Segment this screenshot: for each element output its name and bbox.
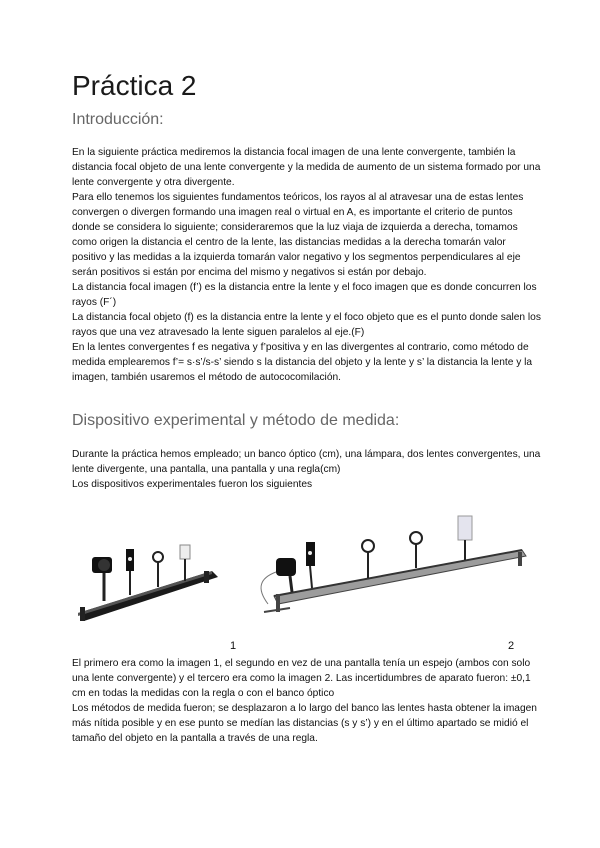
device-paragraph: Durante la práctica hemos empleado; un banco óptico (cm), una lámpara, dos lentes convergentes, una lente divergente, una pantalla, una pantalla y una regla(cm) <box>72 449 541 475</box>
intro-body <box>72 145 542 385</box>
intro-paragraph: En la siguiente práctica mediremos la distancia focal imagen de una lente convergente, también la distancia focal objeto de una lente convergente y la medida de aumento de un sistema formado por una lente convergente y otra divergente. <box>72 147 541 188</box>
after-paragraph: El primero era como la imagen 1, el segundo en vez de una pantalla tenía un espejo (ambos con solo una lente convergente) y el tercero era como la imagen 2. Las incertidumbres de aparato fueron: ±0,1 cm en todas la medidas con la regla o con el banco óptico <box>72 658 531 699</box>
optical-bench-figure-2 <box>250 508 530 616</box>
device-heading: Dispositivo experimental y método de medida: <box>72 412 400 429</box>
page-title: Práctica 2 <box>72 70 197 101</box>
intro-paragraph: La distancia focal objeto (f) es la distancia entre la lente y el foco objeto que es el punto donde salen los rayos que una vez atravesado la lente siguen paralelos al eje.(F) <box>72 312 541 338</box>
optical-bench-figure-1 <box>72 535 222 625</box>
intro-heading: Introducción: <box>72 111 164 128</box>
after-paragraph: Los métodos de medida fueron; se desplazaron a lo largo del banco las lentes hasta obtener la imagen más nítida posible y en ese punto se medían las distancias (s y s’) y en el último apartado se midió el tamaño del objeto en la pantalla a través de una regla. <box>72 703 537 744</box>
device-paragraph: Los dispositivos experimentales fueron los siguientes <box>72 479 313 490</box>
intro-paragraph: En la lentes convergentes f es negativa y f’positiva y en las divergentes al contrario, como método de medida emplearemos f’= s·s’/s-s’ siendo s la distancia del objeto y la lente y s’ la distancia la lente y la imagen, también usaremos el método de autococomilación. <box>72 342 533 383</box>
figure-label-1: 1 <box>230 640 237 652</box>
intro-paragraph: Para ello tenemos los siguientes fundamentos teóricos, los rayos al al atravesar una de estas lentes convergen o divergen formando una imagen real o virtual en A, es importante el criterio de puntos donde se considera lo siguiente; consideraremos que la luz viaja de izquierda a derecha, tomamos como origen la distancia el centro de la lente, las distancias medidas a la derecha tomarán valor positivo y las medidas a la izquierda tomarán valor negativo y los segmentos perpendiculares al eje serán positivos si están por encima del mismo y negativos si están por debajo. <box>72 192 524 278</box>
device-body <box>72 447 542 492</box>
intro-paragraph: La distancia focal imagen (f’) es la distancia entre la lente y el foco imagen que es donde concurren los rayos (F´) <box>72 282 537 308</box>
after-figure-body <box>72 656 542 746</box>
figure-label-2: 2 <box>508 640 515 652</box>
